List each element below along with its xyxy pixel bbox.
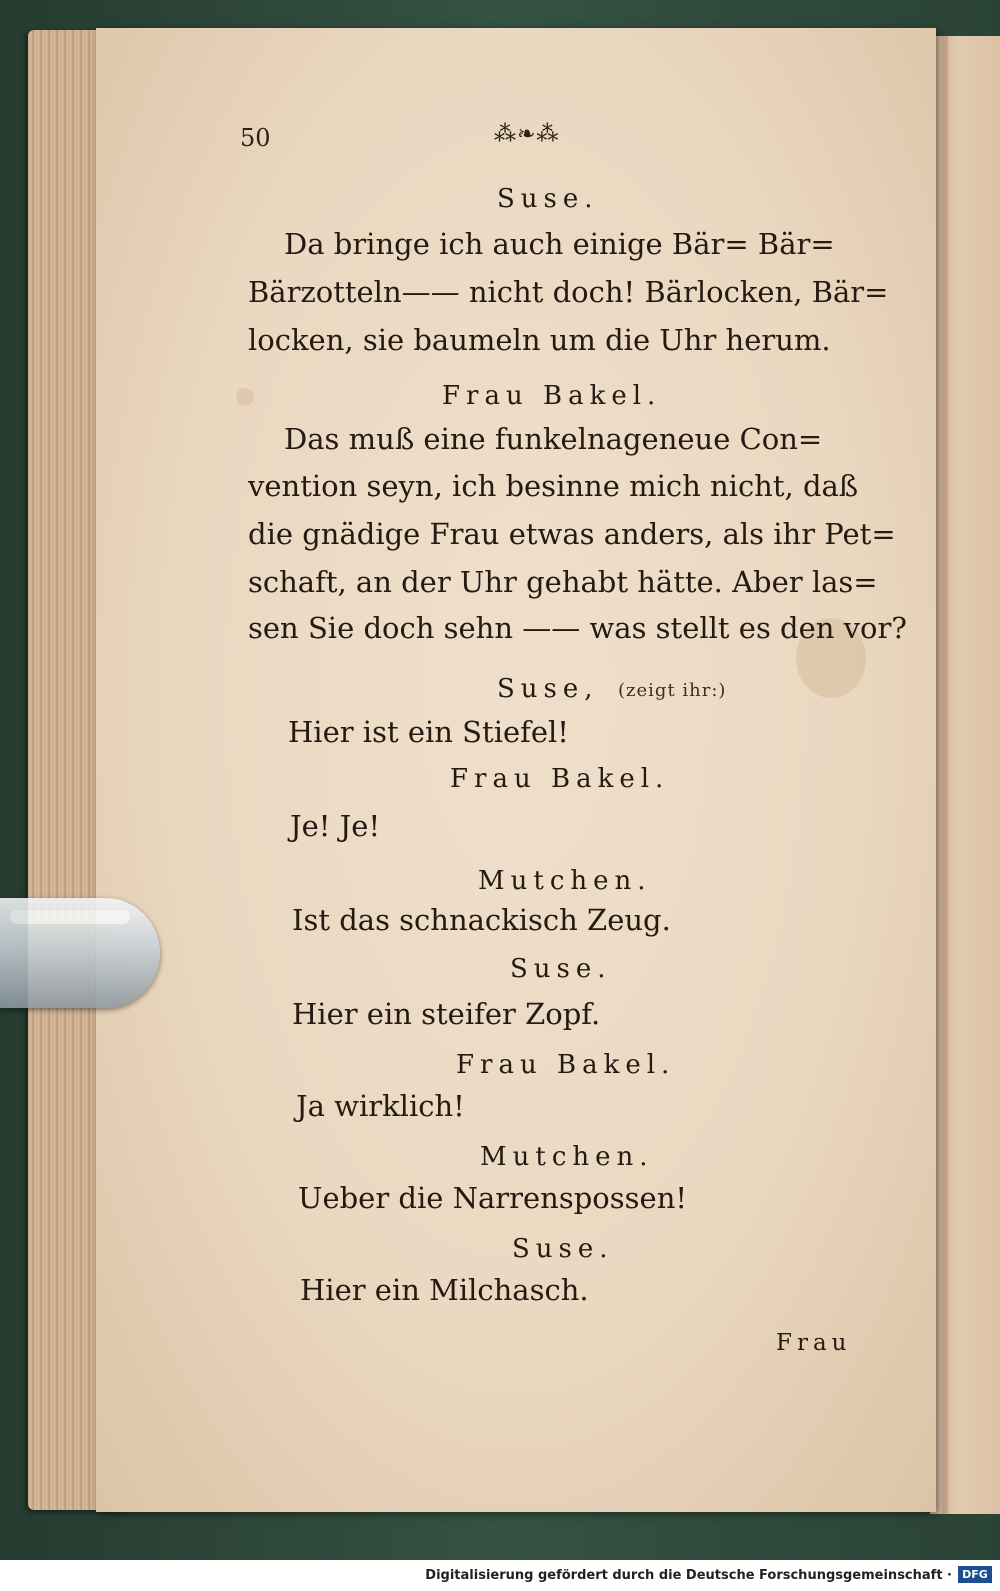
text-line: Hier ein Milchasch. xyxy=(300,1273,589,1307)
speaker-name: Suse. xyxy=(510,954,612,984)
page-weight-clip xyxy=(0,898,160,1008)
speaker-name: Frau Bakel. xyxy=(450,764,670,794)
text-line: Ueber die Narrenspossen! xyxy=(298,1181,688,1215)
text-line: die gnädige Frau etwas anders, als ihr Pet= xyxy=(248,517,896,551)
speaker-name: Suse. xyxy=(497,184,599,214)
speaker-name: Mutchen. xyxy=(480,1142,654,1172)
speaker-name: Frau Bakel. xyxy=(456,1050,676,1080)
stage-direction: (zeigt ihr:) xyxy=(618,680,727,701)
text-line: Da bringe ich auch einige Bär= Bär= xyxy=(284,227,835,261)
dfg-logo: DFG xyxy=(958,1566,992,1583)
speaker-name: Suse. xyxy=(512,1234,614,1264)
funding-credit: Digitalisierung gefördert durch die Deutsche Forschungsgemeinschaft · xyxy=(425,1568,952,1583)
speaker-name: Suse, xyxy=(497,674,599,704)
text-line: vention seyn, ich besinne mich nicht, daß xyxy=(248,469,859,503)
text-line: Hier ist ein Stiefel! xyxy=(288,715,569,749)
speaker-name: Mutchen. xyxy=(478,866,652,896)
footer-bar xyxy=(0,1560,1000,1591)
header-ornament: ⁂❧⁂ xyxy=(494,122,560,147)
catchword: Frau xyxy=(776,1330,852,1356)
text-line: sen Sie doch sehn —— was stellt es den vor? xyxy=(248,611,907,645)
text-line: Hier ein steifer Zopf. xyxy=(292,997,601,1031)
facing-page-edge xyxy=(930,36,1000,1514)
text-line: schaft, an der Uhr gehabt hätte. Aber las= xyxy=(248,565,878,599)
text-line: Das muß eine funkelnageneue Con= xyxy=(284,422,823,456)
text-line: Ja wirklich! xyxy=(296,1089,465,1123)
text-line: Je! Je! xyxy=(290,809,381,843)
text-line: Bärzotteln—— nicht doch! Bärlocken, Bär= xyxy=(248,275,889,309)
page-number: 50 xyxy=(240,124,271,152)
text-line: Ist das schnackisch Zeug. xyxy=(292,903,671,937)
text-line: locken, sie baumeln um die Uhr herum. xyxy=(248,323,831,357)
speaker-name: Frau Bakel. xyxy=(442,381,662,411)
